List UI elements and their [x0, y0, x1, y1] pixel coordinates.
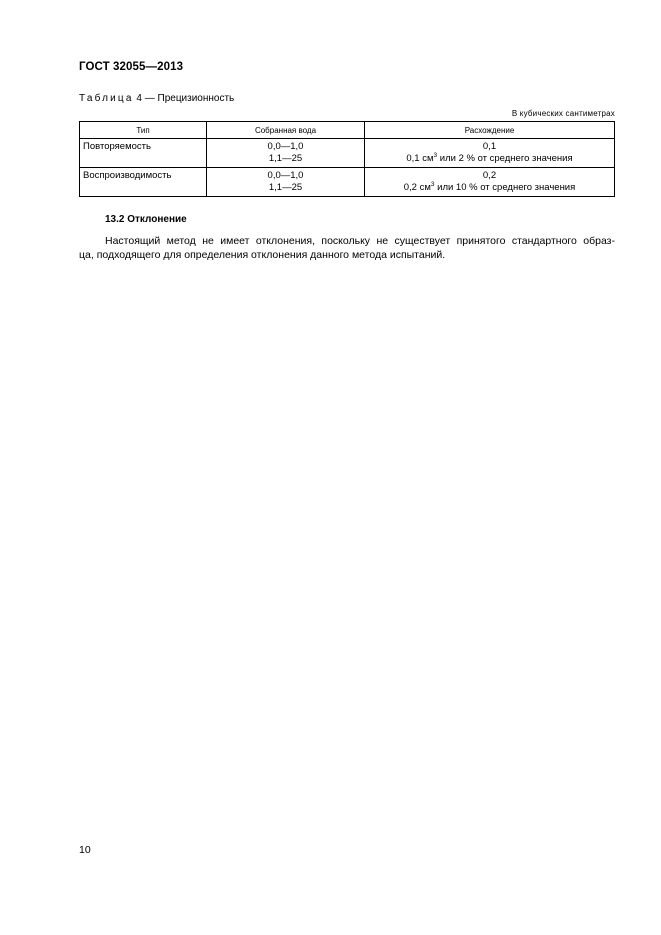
table-units-note: В кубических сантиметрах [511, 109, 615, 118]
paragraph-line: ца, подходящего для определения отклонения данного метода испытаний. [79, 249, 446, 261]
water-range: 1,1—25 [268, 153, 303, 164]
row-collected-water [207, 139, 365, 168]
water-range: 1,1—25 [268, 182, 303, 193]
difference-text: или 2 % от среднего значения [437, 153, 573, 164]
difference-value: 0,2 [482, 170, 497, 181]
row-difference [365, 139, 615, 168]
difference-superscript: 3 [433, 152, 438, 159]
table-caption-title: 4 — Прецизионность [133, 93, 235, 104]
document-header: ГОСТ 32055—2013 [79, 61, 184, 73]
difference-text: 0,2 см [403, 182, 431, 193]
table-header-row [80, 122, 615, 139]
difference-value: 0,1 [482, 141, 497, 152]
table-row [80, 168, 615, 197]
column-header-collected-water: Собранная вода [207, 122, 365, 139]
row-difference [365, 168, 615, 197]
row-collected-water [207, 168, 365, 197]
table-caption-prefix: Таблица [79, 93, 134, 104]
difference-text: или 10 % от среднего значения [434, 182, 576, 193]
section-heading: 13.2 Отклонение [105, 214, 187, 225]
difference-value [365, 153, 614, 165]
column-header-difference: Расхождение [365, 122, 615, 139]
page-number: 10 [79, 844, 91, 856]
table-row [80, 139, 615, 168]
table-caption [79, 93, 234, 104]
row-type-reproducibility: Воспроизводимость [80, 168, 207, 197]
column-header-type: Тип [80, 122, 207, 139]
paragraph-line: Настоящий метод не имеет отклонения, поскольку не существует принятого стандартного образ- [105, 235, 615, 247]
section-paragraph [79, 234, 615, 262]
precision-table [79, 121, 615, 197]
difference-value [365, 182, 614, 194]
difference-superscript: 3 [430, 181, 435, 188]
difference-text: 0,1 см [406, 153, 434, 164]
row-type-repeatability: Повторяемость [80, 139, 207, 168]
water-range: 0,0—1,0 [267, 170, 304, 181]
water-range: 0,0—1,0 [267, 141, 304, 152]
